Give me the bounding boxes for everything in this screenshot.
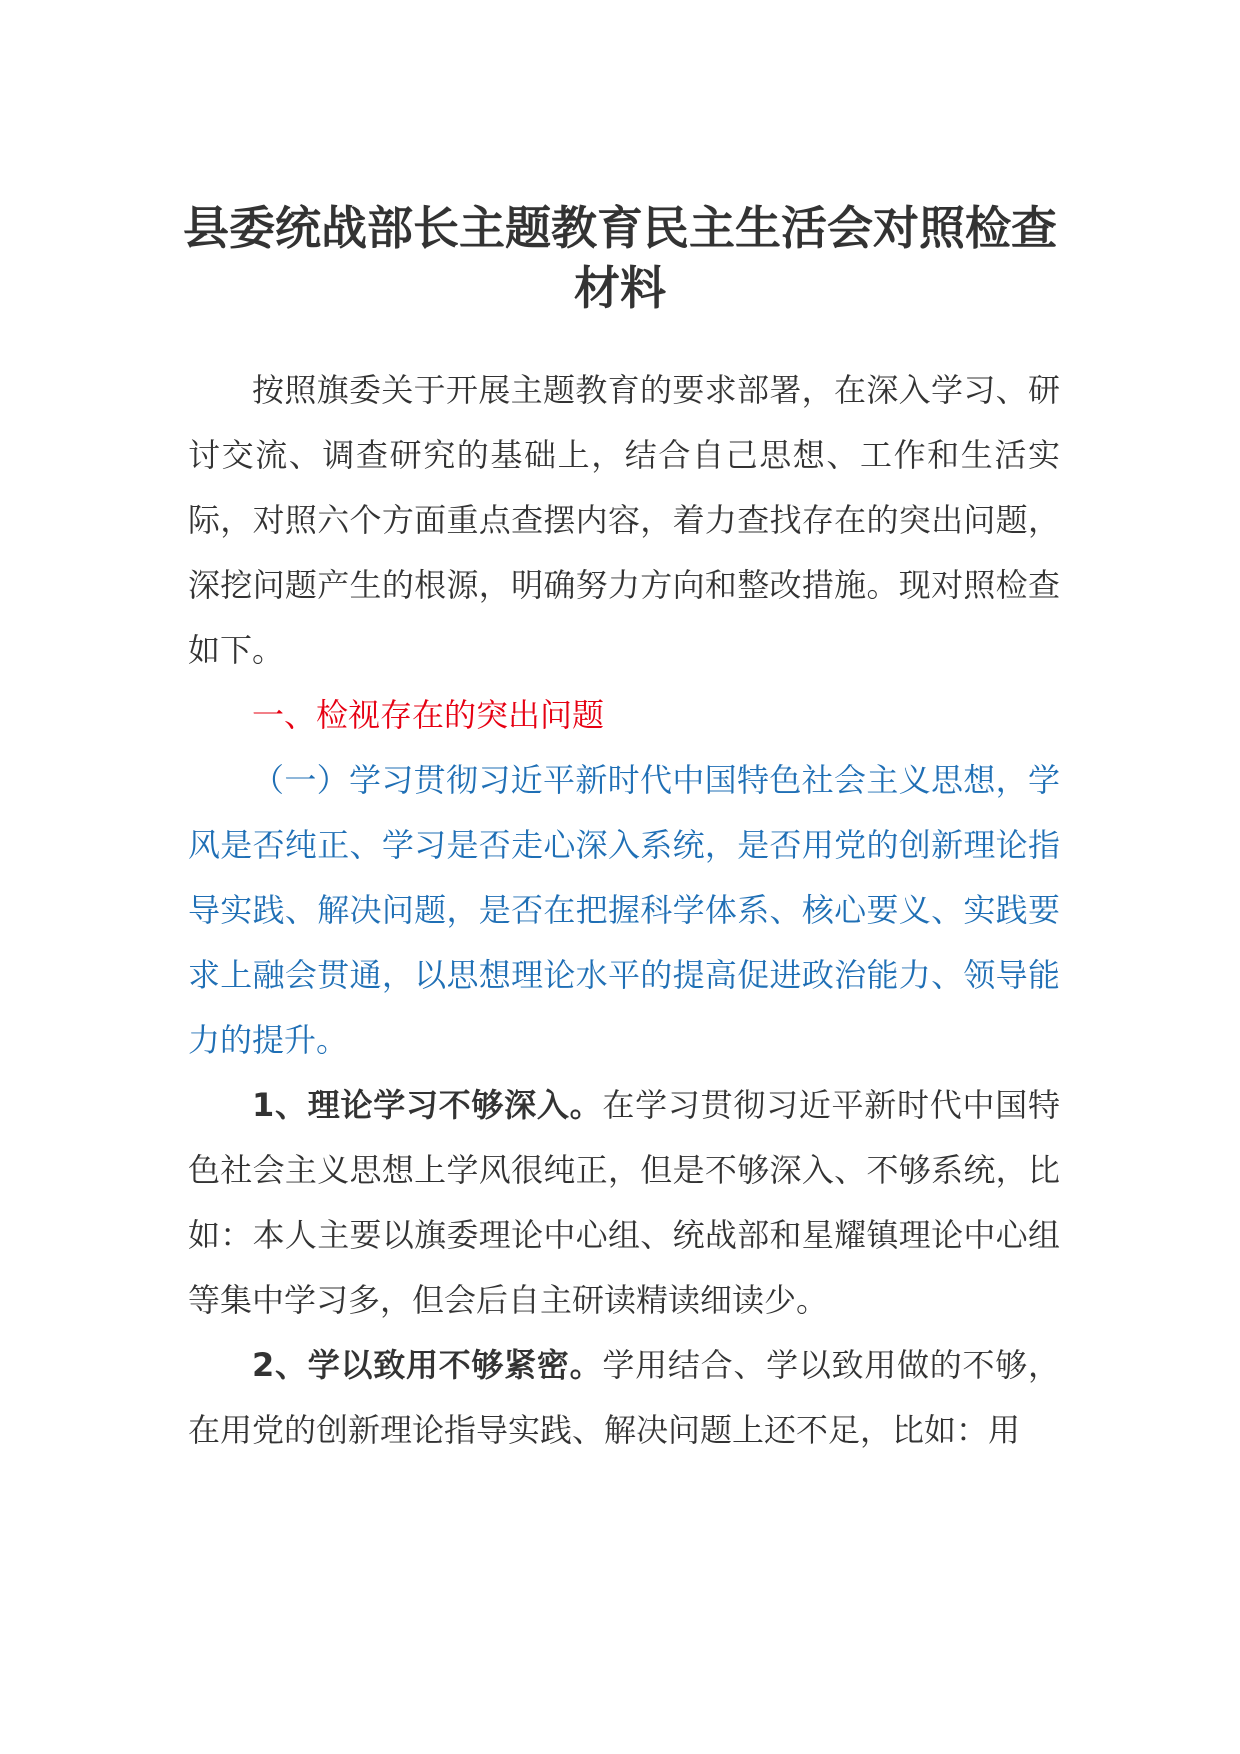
subsection-heading-1: （一）学习贯彻习近平新时代中国特色社会主义思想，学风是否纯正、学习是否走心深入系统，是否用党的创新理论指导实践、解决问题，是否在把握科学体系、核心要义、实践要求上融会贯通，以思想理论水平的提高促进政治能力、领导能力的提升。 bbox=[188, 761, 1060, 1059]
item-1-text: 在学习贯彻习近平新时代中国特色社会主义思想上学风很纯正，但是不够深入、不够系统，比如：本人主要以旗委理论中心组、统战部和星耀镇理论中心组等集中学习多，但会后自主研读精读细读少。 bbox=[188, 1086, 1060, 1319]
title-line-1: 县委统战部长主题教育民主生活会对照检查 bbox=[183, 201, 1057, 255]
item-1-lead: 1、理论学习不够深入。 bbox=[252, 1086, 603, 1124]
item-paragraph-2 bbox=[188, 1333, 1060, 1463]
section-heading-1: 一、检视存在的突出问题 bbox=[252, 696, 605, 734]
document-body bbox=[188, 358, 1060, 1463]
title-line-2: 材料 bbox=[574, 261, 666, 315]
intro-paragraph: 按照旗委关于开展主题教育的要求部署，在深入学习、研讨交流、调查研究的基础上，结合自己思想、工作和生活实际，对照六个方面重点查摆内容，着力查找存在的突出问题，深挖问题产生的根源，明确努力方向和整改措施。现对照检查如下。 bbox=[188, 371, 1060, 669]
item-2-text: 学用结合、学以致用做的不够，在用党的创新理论指导实践、解决问题上还不足，比如：用 bbox=[188, 1346, 1060, 1449]
item-2-lead: 2、学以致用不够紧密。 bbox=[252, 1346, 603, 1384]
document-title bbox=[170, 198, 1070, 318]
item-paragraph-1 bbox=[188, 1073, 1060, 1333]
